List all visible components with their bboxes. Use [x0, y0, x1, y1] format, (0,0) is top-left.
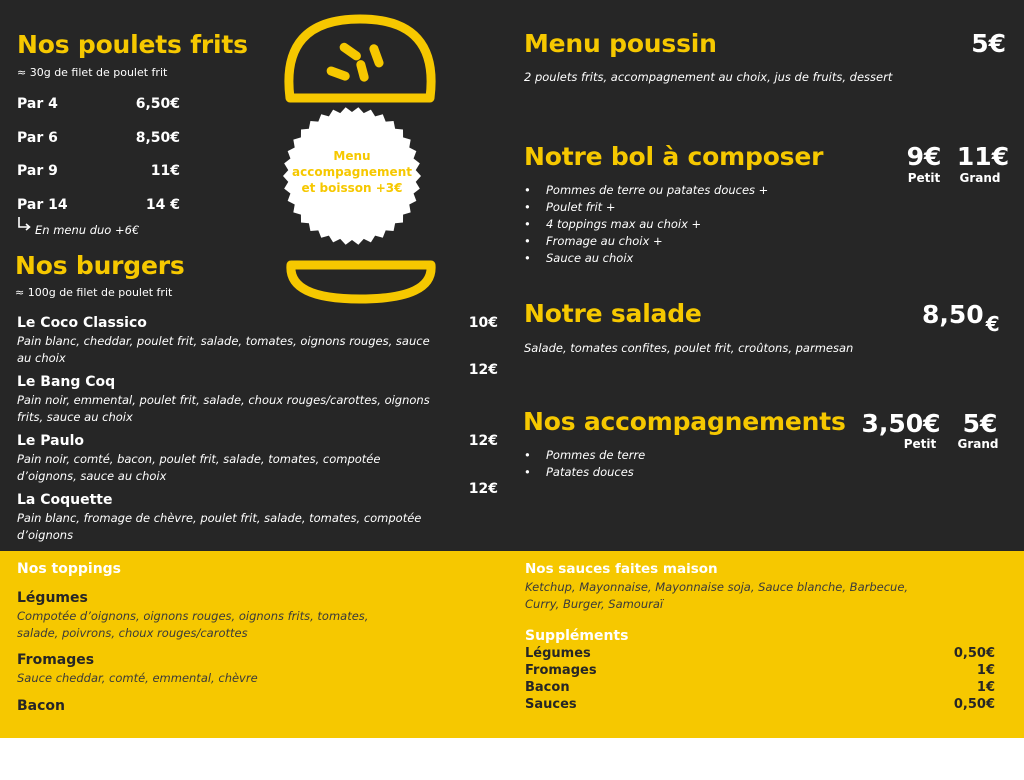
- topping-group-desc: Sauce cheddar, comté, emmental, chèvre: [17, 671, 258, 685]
- bol-ingredients-list: [524, 182, 864, 267]
- accompagnements-size-small: Petit: [903, 437, 937, 451]
- accompagnements-title: Nos accompagnements: [523, 407, 846, 436]
- poulets-row-price: 6,50€: [135, 96, 180, 112]
- salade-price-currency: €: [985, 312, 1000, 336]
- menu-badge-text: [284, 148, 420, 196]
- topping-group-name: Légumes: [17, 590, 88, 606]
- poulets-row-label: Par 14: [17, 197, 68, 213]
- poulets-row-price: 11€: [150, 163, 180, 179]
- burger-price: 12€: [468, 481, 498, 497]
- accompagnements-size-large: Grand: [957, 437, 999, 451]
- poulets-duo-note: En menu duo +6€: [35, 223, 140, 237]
- poulets-row-price: 8,50€: [135, 130, 180, 146]
- poulets-row-label: Par 9: [17, 163, 58, 179]
- corner-arrow-icon: [17, 216, 33, 232]
- poulets-row-label: Par 6: [17, 130, 58, 146]
- bol-price-large: 11€: [956, 142, 1010, 171]
- supplement-price: 0,50€: [953, 646, 995, 661]
- burger-name: Le Paulo: [17, 433, 85, 449]
- bol-title: Notre bol à composer: [524, 142, 824, 171]
- supplement-price: 0,50€: [953, 697, 995, 712]
- supplement-label: Fromages: [525, 663, 597, 678]
- bol-ingredient: • Sauce au choix: [524, 250, 864, 267]
- salade-price-amount: 8,50: [922, 300, 984, 329]
- burgers-title: Nos burgers: [15, 251, 185, 280]
- toppings-title: Nos toppings: [17, 561, 122, 577]
- supplement-price: 1€: [976, 663, 995, 678]
- burger-name: Le Bang Coq: [17, 374, 116, 390]
- salade-title: Notre salade: [524, 299, 702, 328]
- burger-desc: Pain noir, comté, bacon, poulet frit, salade, tomates, compotée d’oignons, sauce au choix: [17, 452, 381, 483]
- accompagnement-item: • Pommes de terre: [524, 447, 824, 464]
- badge-line: et boisson +3€: [301, 181, 403, 195]
- accompagnements-price-large: 5€: [962, 409, 998, 438]
- burger-price: 12€: [468, 433, 498, 449]
- accompagnements-list: [524, 447, 824, 481]
- poulets-row-label: Par 4: [17, 96, 58, 112]
- poussin-desc: 2 poulets frits, accompagnement au choix, jus de fruits, dessert: [524, 70, 893, 84]
- poussin-price: 5€: [971, 29, 1006, 58]
- salade-price: [922, 300, 1000, 336]
- burger-desc: Pain blanc, cheddar, poulet frit, salade, tomates, oignons rouges, sauce au choix: [17, 334, 430, 365]
- supplement-price: 1€: [976, 680, 995, 695]
- bol-size-small: Petit: [907, 171, 941, 185]
- salade-desc: Salade, tomates confites, poulet frit, croûtons, parmesan: [524, 341, 854, 355]
- accompagnements-price-small: 3,50€: [861, 409, 941, 438]
- burger-desc: Pain noir, emmental, poulet frit, salade, choux rouges/carottes, oignons frits, sauce au choix: [17, 393, 430, 424]
- poulets-title: Nos poulets frits: [17, 30, 248, 59]
- burger-name: La Coquette: [17, 492, 113, 508]
- topping-group-name: Fromages: [17, 652, 95, 668]
- supplement-label: Légumes: [525, 646, 591, 661]
- poussin-title: Menu poussin: [524, 29, 717, 58]
- badge-line: Menu: [333, 149, 371, 163]
- supplements-title: Suppléments: [525, 628, 629, 644]
- burger-price: 12€: [468, 362, 498, 378]
- poulets-row-price: 14 €: [145, 197, 180, 213]
- burger-desc: Pain blanc, fromage de chèvre, poulet frit, salade, tomates, compotée d’oignons: [17, 511, 422, 542]
- bol-ingredient: • Fromage au choix +: [524, 233, 864, 250]
- supplement-label: Bacon: [525, 680, 570, 695]
- sauces-desc: Ketchup, Mayonnaise, Mayonnaise soja, Sauce blanche, Barbecue, Curry, Burger, Samouraï: [525, 580, 909, 611]
- supplement-label: Sauces: [525, 697, 577, 712]
- burger-name: Le Coco Classico: [17, 315, 147, 331]
- topping-group-desc: Compotée d’oignons, oignons rouges, oignons frits, tomates, salade, poivrons, choux rouges/carottes: [17, 609, 369, 640]
- poulets-subtitle: ≈ 30g de filet de poulet frit: [17, 66, 168, 79]
- bol-size-large: Grand: [959, 171, 1001, 185]
- topping-group-name: Bacon: [17, 698, 66, 714]
- burger-price: 10€: [468, 315, 498, 331]
- accompagnement-item: • Patates douces: [524, 464, 824, 481]
- bol-ingredient: • Poulet frit +: [524, 199, 864, 216]
- sauces-title: Nos sauces faites maison: [525, 561, 718, 577]
- bol-ingredient: • 4 toppings max au choix +: [524, 216, 864, 233]
- burgers-subtitle: ≈ 100g de filet de poulet frit: [15, 286, 173, 299]
- bol-price-small: 9€: [906, 142, 942, 171]
- bol-ingredient: • Pommes de terre ou patates douces +: [524, 182, 864, 199]
- badge-line: accompagnement: [292, 165, 412, 179]
